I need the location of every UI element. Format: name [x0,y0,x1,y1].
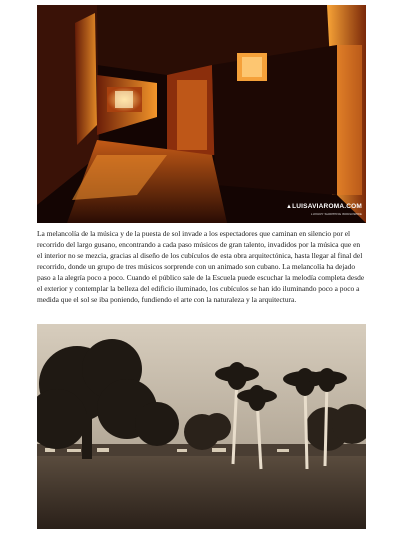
triangle-logo-icon: ▲ [285,204,293,210]
corridor-photo [37,5,366,223]
watermark [286,203,362,218]
article-body [37,228,367,305]
corridor-illustration [37,5,366,223]
watermark-logo: LUISAVIAROMA.COM [292,203,362,210]
watermark-subtext: LUXURY SHOPPING WORLDWIDE [310,212,362,216]
article-paragraph: La melancolía de la música y de la puesta de sol invade a los espectadores que caminan en silencio por el recorrido del largo gusano, encontrando a cada paso músicos de gran talento, invadidos por la música que en el interior no se mezcia, gracias al diseño de los cubículos de esta obra arquitectónica, hasta llegar al final del recorrido, donde un grupo de tres músicos sorprende con un animado son cubano. La melancolía ha dejado paso a la alegría poco a poco. Cuando el público sale de la Escuela puede escuchar la melodía completa desde el exterior y contemplar la belleza del edificio iluminado, los cubículos se han ido iluminando poco a poco a medida que el sol se iba poniendo, fundiendo el arte con la naturaleza y la arquitectura. [37,229,365,304]
palm-landscape-photo [37,324,366,529]
landscape-illustration [37,324,366,529]
